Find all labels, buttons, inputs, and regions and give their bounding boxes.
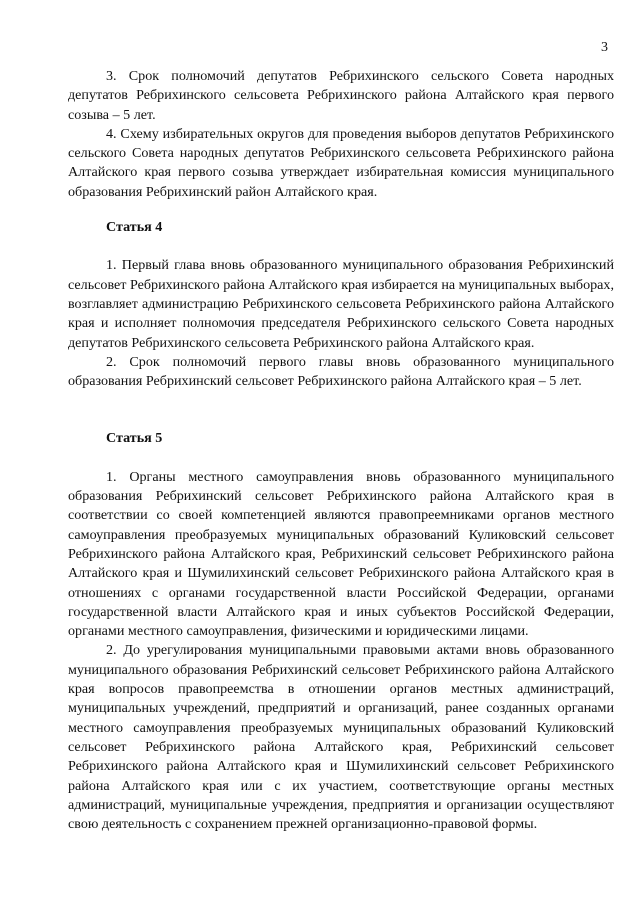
article-5-paragraph-2: 2. До урегулирования муниципальными правовыми актами вновь образованного муниципального образования Ребрихинский сельсовет Ребрихинского района Алтайского края вопросов правопреемства в отношении органов местных администраций, муниципальных учреждений, предприятий и организаций, ранее созданных органами местного самоуправления преобразуемых муниципальных образований Куликовский сельсовет Ребрихинского района Алтайского края, Ребрихинский сельсовет Ребрихинского района Алтайского края и Шумилихинский сельсовет Ребрихинского района Алтайского края или с их участием, соответствующие органы местных администраций, муниципальные учреждения, предприятия и организации осуществляют свою деятельность с сохранением прежней организационно-правовой формы. bbox=[68, 642, 614, 833]
document-body bbox=[68, 67, 614, 834]
intro-paragraph-3: 3. Срок полномочий депутатов Ребрихинского сельского Совета народных депутатов Ребрихинского сельсовета Ребрихинского района Алтайского края первого созыва – 5 лет. bbox=[68, 68, 614, 123]
article-4-heading: Статья 4 bbox=[106, 219, 163, 236]
article-4-paragraph-2: 2. Срок полномочий первого главы вновь образованного муниципального образования Ребрихинский сельсовет Ребрихинского района Алтайского края – 5 лет. bbox=[68, 353, 614, 390]
article-5-paragraph-1: 1. Органы местного самоуправления вновь образованного муниципального образования Ребрихинский сельсовет Ребрихинского района Алтайского края в соответствии со своей компетенцией являются правопреемниками органов местного самоуправления преобразуемых муниципальных образований Куликовский сельсовет Ребрихинского района Алтайского края, Ребрихинский сельсовет Ребрихинского района Алтайского края и Шумилихинский сельсовет Ребрихинского района Алтайского края в отношениях с органами государственной власти Российской Федерации, органами государственной власти Алтайского края и иных субъектов Российской Федерации, органами местного самоуправления, физическими и юридическими лицами. bbox=[68, 468, 614, 640]
page-number: 3 bbox=[601, 40, 608, 55]
article-5-heading: Статья 5 bbox=[106, 430, 163, 447]
intro-paragraph-4: 4. Схему избирательных округов для проведения выборов депутатов Ребрихинского сельского Совета народных депутатов Ребрихинского сельсовета Ребрихинского района Алтайского края первого созыва утверждает избирательная комиссия муниципального образования Ребрихинский район Алтайского края. bbox=[68, 125, 614, 200]
article-4-paragraph-1: 1. Первый глава вновь образованного муниципального образования Ребрихинский сельсовет Ребрихинского района Алтайского края избирается на муниципальных выборах, возглавляет администрацию Ребрихинского сельсовета Ребрихинского района Алтайского края и исполняет полномочия председателя Ребрихинского сельского Совета народных депутатов Ребрихинского сельсовета Ребрихинского района Алтайского края. bbox=[68, 257, 614, 351]
